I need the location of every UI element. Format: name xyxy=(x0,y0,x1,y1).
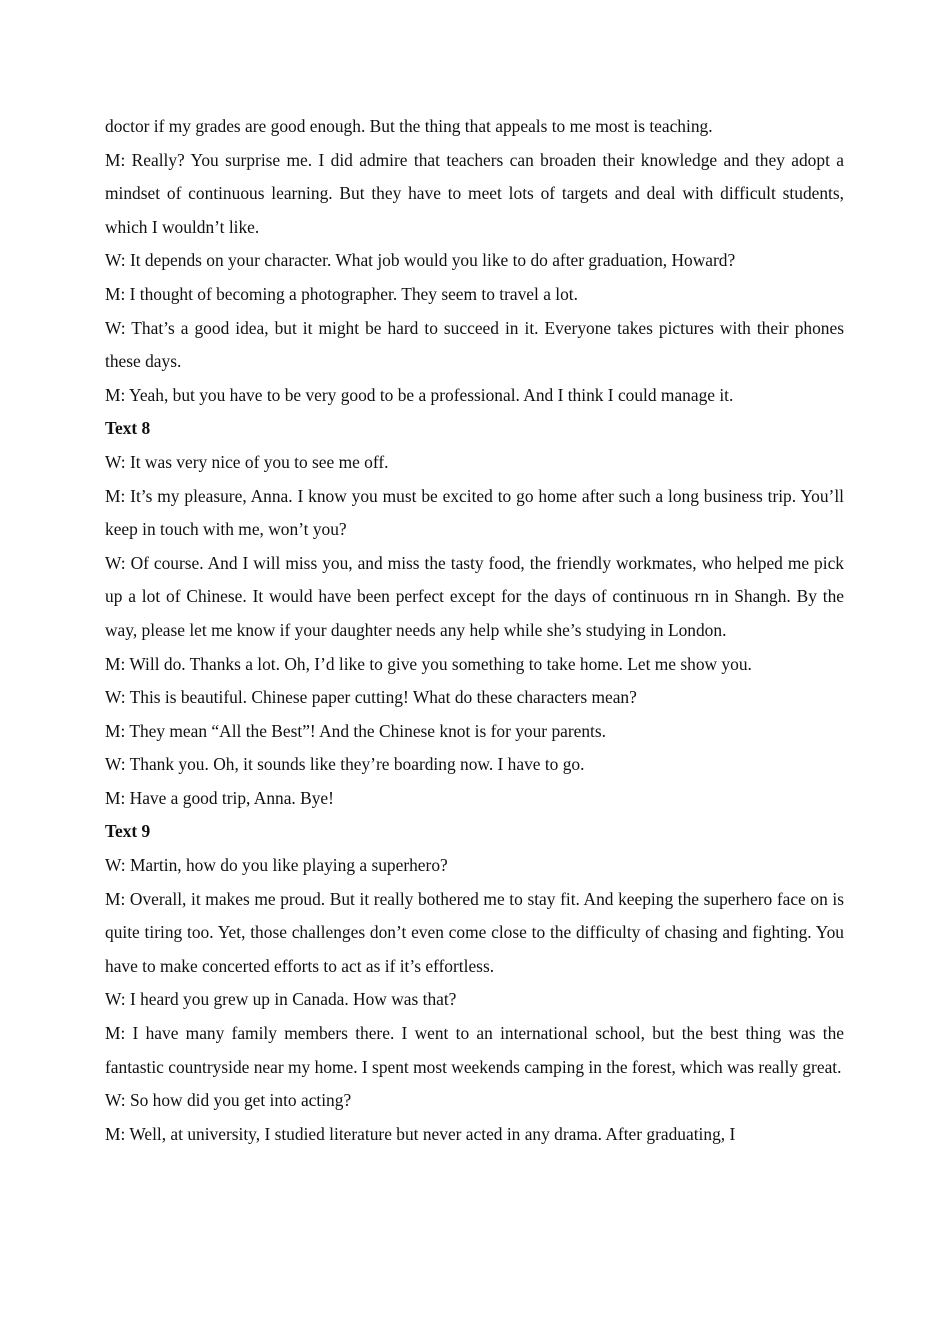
dialogue-line: M: I thought of becoming a photographer. They seem to travel a lot. xyxy=(105,283,578,304)
dialogue-line: W: This is beautiful. Chinese paper cutting! What do these characters mean? xyxy=(105,687,637,708)
section-heading-text-8: Text 8 xyxy=(105,418,151,439)
dialogue-line: M: I have many family members there. I went to an international school, but the best thing was the fantastic countryside near my home. I spent most weekends camping in the forest, which was really great. xyxy=(105,1023,844,1077)
dialogue-line: W: Of course. And I will miss you, and miss the tasty food, the friendly workmates, who helped me pick up a lot of Chinese. It would have been perfect except for the days of continuous rn in Shangh. By the way, please let me know if your daughter needs any help while she’s studying in London. xyxy=(105,552,844,640)
dialogue-line: M: Have a good trip, Anna. Bye! xyxy=(105,787,334,808)
dialogue-line: W: It depends on your character. What job would you like to do after graduation, Howard? xyxy=(105,250,736,271)
dialogue-line: M: Yeah, but you have to be very good to be a professional. And I think I could manage it. xyxy=(105,384,734,405)
dialogue-line: M: Really? You surprise me. I did admire that teachers can broaden their knowledge and they adopt a mindset of continuous learning. But they have to meet lots of targets and deal with difficult students, which I wouldn’t like. xyxy=(105,149,844,237)
dialogue-line: M: They mean “All the Best”! And the Chinese knot is for your parents. xyxy=(105,720,607,741)
dialogue-line: W: Thank you. Oh, it sounds like they’re boarding now. I have to go. xyxy=(105,754,585,775)
dialogue-line: M: Overall, it makes me proud. But it really bothered me to stay fit. And keeping the superhero face on is quite tiring too. Yet, those challenges don’t even come close to the difficulty of chasing and fighting. You have to make concerted efforts to act as if it’s effortless. xyxy=(105,888,844,976)
document-page xyxy=(105,110,844,1151)
dialogue-line: doctor if my grades are good enough. But the thing that appeals to me most is teaching. xyxy=(105,116,713,136)
dialogue-line: W: Martin, how do you like playing a superhero? xyxy=(105,855,448,876)
dialogue-line: M: It’s my pleasure, Anna. I know you must be excited to go home after such a long business trip. You’ll keep in touch with me, won’t you? xyxy=(105,485,844,540)
dialogue-line: W: It was very nice of you to see me off. xyxy=(105,451,389,472)
dialogue-line: W: I heard you grew up in Canada. How was that? xyxy=(105,989,457,1010)
dialogue-line: W: That’s a good idea, but it might be hard to succeed in it. Everyone takes pictures with their phones these days. xyxy=(105,317,844,372)
section-heading-text-9: Text 9 xyxy=(105,821,151,842)
dialogue-line: M: Will do. Thanks a lot. Oh, I’d like to give you something to take home. Let me show you. xyxy=(105,653,752,674)
dialogue-line: W: So how did you get into acting? xyxy=(105,1090,352,1111)
dialogue-line: M: Well, at university, I studied literature but never acted in any drama. After graduating, I xyxy=(105,1123,736,1144)
